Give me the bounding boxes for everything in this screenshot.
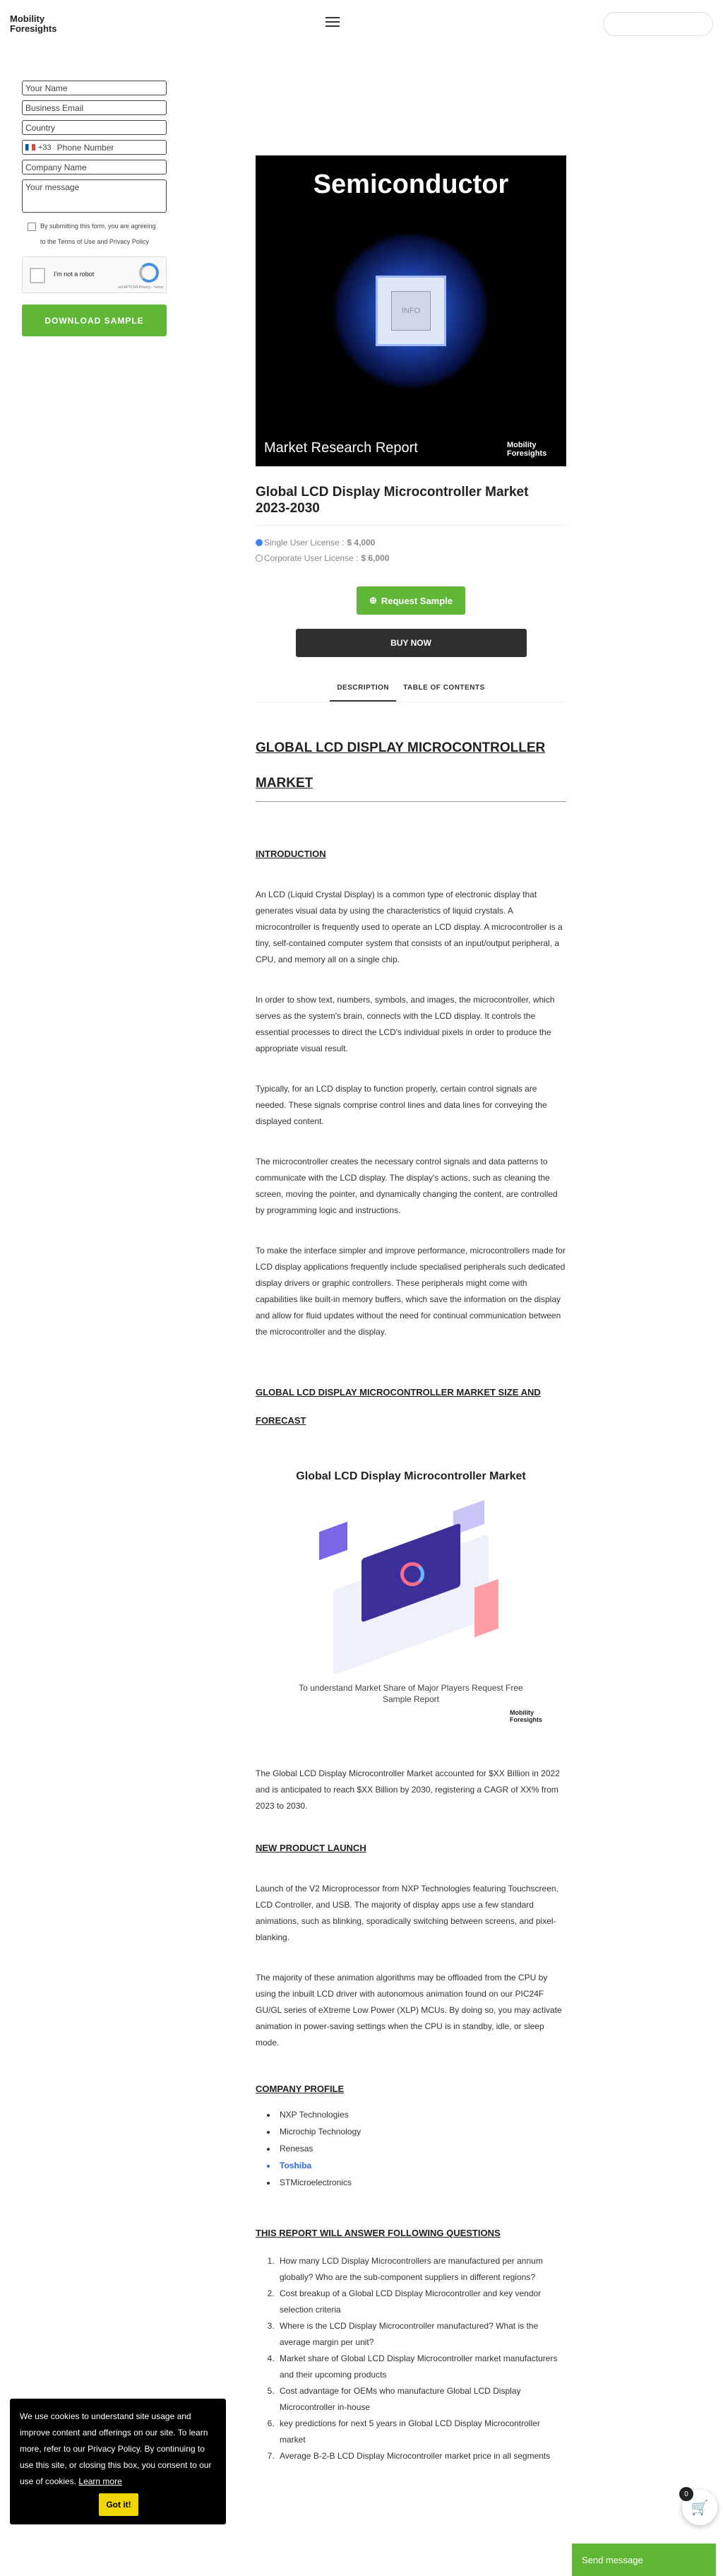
license-option-corporate[interactable] — [256, 551, 566, 565]
content-tabs — [256, 684, 566, 702]
list-item: 5. Cost advantage for OEMs who manufacture Global LCD Display Microcontroller in-house — [277, 2383, 566, 2416]
site-header — [0, 0, 723, 49]
donut-chart-icon — [400, 1562, 424, 1586]
paragraph: An LCD (Liquid Crystal Display) is a common type of electronic display that generates visual data by using the characteristics of liquid crystals. A microcontroller is frequently used to operate an LCD display. A microcontroller is a tiny, self-contained computer system that consists of an input/output peripheral, a CPU, and memory all on a single chip. — [256, 890, 563, 964]
license-label: Single User License : — [264, 538, 345, 548]
consent-line-2[interactable]: to the Terms of Use and Privacy Policy — [40, 238, 149, 245]
paragraph: The microcontroller creates the necessary control signals and data patterns to communicate with the LCD display. The display's actions, such as cleaning the screen, moving the pointer, and dynamically changing the content, are controlled by programming logic and instructions. — [256, 1157, 558, 1215]
tab-table-of-contents[interactable]: TABLE OF CONTENTS — [403, 684, 485, 692]
chip-label: INFO — [391, 291, 431, 331]
market-infographic[interactable] — [256, 1470, 566, 1753]
consent-line-1: By submitting this form, you are agreeing — [40, 223, 156, 230]
section-heading-questions: THIS REPORT WILL ANSWER FOLLOWING QUESTIONS — [256, 2228, 501, 2238]
section-heading-new-product-launch: NEW PRODUCT LAUNCH — [256, 1843, 366, 1853]
plus-circle-icon: ⊕ — [369, 595, 377, 605]
sample-request-form — [22, 81, 167, 336]
france-flag-icon[interactable] — [25, 144, 35, 150]
infographic-title: Global LCD Display Microcontroller Market — [296, 1470, 526, 1482]
list-item: 2. Cost breakup of a Global LCD Display Microcontroller and key vendor selection criteria — [277, 2286, 566, 2318]
recaptcha-widget — [22, 256, 167, 293]
company-field[interactable]: Company Name — [22, 160, 167, 175]
paragraph: In order to show text, numbers, symbols, and images, the microcontroller, which serves as the system's brain, connects with the LCD display. It controls the essential processes to direct the LCD's individual pixels in order to produce the appropriate visual result. — [256, 995, 555, 1053]
paragraph: To make the interface simpler and improve performance, microcontrollers made for LCD display applications frequently include specialised peripherals such dedicated display drivers or graphic controllers. These peripherals might come with capabilities like built-in memory buffers, which save the information on the display and allow for fluid updates without the need for continual communication between the microcontroller and the display. — [256, 1246, 566, 1337]
learn-more-link[interactable]: Learn more — [78, 2476, 122, 2486]
country-field[interactable]: Country — [22, 120, 167, 135]
infographic-caption: To understand Market Share of Major Players Request Free Sample Report — [299, 1683, 523, 1704]
cookie-text: We use cookies to understand site usage and improve content and offerings on our site. To learn more, refer to our Privacy Policy. By continuing to use this site, or closing this box, you consent to our use of cookies. — [20, 2411, 212, 2486]
list-item: • NXP Technologies — [277, 2106, 566, 2123]
questions-list — [256, 2253, 566, 2464]
download-sample-button[interactable]: DOWNLOAD SAMPLE — [22, 305, 167, 336]
license-price: $ 6,000 — [361, 553, 390, 563]
radio-selected-icon[interactable] — [256, 539, 263, 546]
search-input[interactable] — [603, 12, 713, 36]
license-price: $ 4,000 — [347, 538, 376, 548]
section-heading-company-profile: COMPANY PROFILE — [256, 2084, 345, 2094]
report-cover-image — [256, 155, 566, 466]
infographic-logo: Mobility Foresights — [510, 1709, 543, 1723]
cookie-accept-button[interactable]: Got it! — [99, 2493, 138, 2516]
cover-logo: Mobility Foresights — [507, 441, 547, 458]
list-item: 1. How many LCD Display Microcontrollers are manufactured per annum globally? Who are the sub-component suppliers in different regions? — [277, 2253, 566, 2286]
list-item: 3. Where is the LCD Display Microcontroller manufactured? What is the average margin per unit? — [277, 2318, 566, 2351]
send-message-button[interactable]: Send message — [572, 2543, 716, 2576]
paragraph: The Global LCD Display Microcontroller Market accounted for $XX Billion in 2022 and is anticipated to reach $XX Billion by 2030, registering a CAGR of XX% from 2023 to 2030. — [256, 1768, 560, 1811]
site-logo[interactable]: Mobility Foresights — [10, 13, 57, 34]
message-field[interactable]: Your message — [22, 179, 167, 213]
cover-subtitle: Market Research Report — [264, 440, 418, 456]
email-field[interactable]: Business Email — [22, 100, 167, 115]
illustration-block — [319, 1522, 347, 1561]
section-heading-market-size: GLOBAL LCD DISPLAY MICROCONTROLLER MARKET SIZE AND FORECAST — [256, 1387, 541, 1426]
list-item: • Renesas — [277, 2140, 566, 2157]
list-item: 4. Market share of Global LCD Display Microcontroller market manufacturers and their upcoming products — [277, 2351, 566, 2383]
name-field[interactable]: Your Name — [22, 81, 167, 95]
tab-description[interactable]: DESCRIPTION — [330, 684, 396, 702]
illustration-block — [474, 1579, 498, 1637]
paragraph: Typically, for an LCD display to function properly, certain control signals are needed. These signals comprise control lines and data lines for conveying the displayed content. — [256, 1084, 547, 1126]
basket-icon: 🛒 — [691, 2500, 709, 2516]
cart-button[interactable] — [682, 2490, 717, 2525]
main-content — [256, 155, 566, 2464]
cart-count-badge: 0 — [679, 2487, 693, 2501]
product-title: Global LCD Display Microcontroller Market 2023-2030 — [256, 485, 529, 516]
list-item: • STMicroelectronics — [277, 2174, 566, 2191]
license-option-single[interactable] — [256, 536, 566, 550]
cookie-banner — [10, 2399, 226, 2524]
paragraph: Launch of the V2 Microprocessor from NXP Technologies featuring Touchscreen, LCD Controller, and USB. The majority of display apps use a few standard animations, such as blinking, sporadically switching between screens, and pixel-blanking. — [256, 1884, 558, 1942]
cover-title: Semiconductor — [313, 170, 509, 199]
list-item-link[interactable]: • Toshiba — [277, 2157, 566, 2174]
company-list — [256, 2106, 566, 2191]
recaptcha-checkbox[interactable] — [30, 268, 45, 283]
recaptcha-terms[interactable]: reCAPTCHA Privacy - Terms — [118, 285, 163, 290]
license-label: Corporate User License : — [264, 553, 359, 563]
phone-country-code[interactable]: +33 — [38, 143, 52, 152]
request-sample-button[interactable] — [357, 586, 465, 615]
recaptcha-label: I'm not a robot — [54, 271, 95, 278]
dashboard-illustration — [312, 1499, 510, 1661]
article-title: GLOBAL LCD DISPLAY MICROCONTROLLER MARKET — [256, 740, 546, 791]
consent-row — [22, 218, 167, 249]
consent-checkbox[interactable] — [28, 223, 36, 231]
list-item: 7. Average B-2-B LCD Display Microcontroller market price in all segments — [277, 2448, 566, 2464]
phone-placeholder: Phone Number — [56, 142, 114, 153]
list-item: 6. key predictions for next 5 years in Global LCD Display Microcontroller market — [277, 2416, 566, 2448]
divider — [256, 801, 566, 802]
divider — [256, 525, 566, 526]
hamburger-icon[interactable] — [325, 17, 340, 27]
list-item: • Microchip Technology — [277, 2123, 566, 2140]
radio-icon[interactable] — [256, 555, 263, 562]
paragraph: The majority of these animation algorithms may be offloaded from the CPU by using the inbuilt LCD driver with autonomous animation found on our PIC24F GU/GL series of eXtreme Low Power (XLP) MCUs. By doing so, you may activate animation in power-saving settings when the CPU is in standby, idle, or sleep mode. — [256, 1973, 562, 2048]
request-sample-label: Request Sample — [381, 595, 453, 606]
buy-now-button[interactable]: BUY NOW — [296, 629, 527, 657]
consent-text — [40, 218, 156, 249]
section-heading-introduction: INTRODUCTION — [256, 849, 326, 859]
phone-field[interactable] — [22, 140, 167, 155]
recaptcha-logo-icon — [139, 263, 159, 283]
